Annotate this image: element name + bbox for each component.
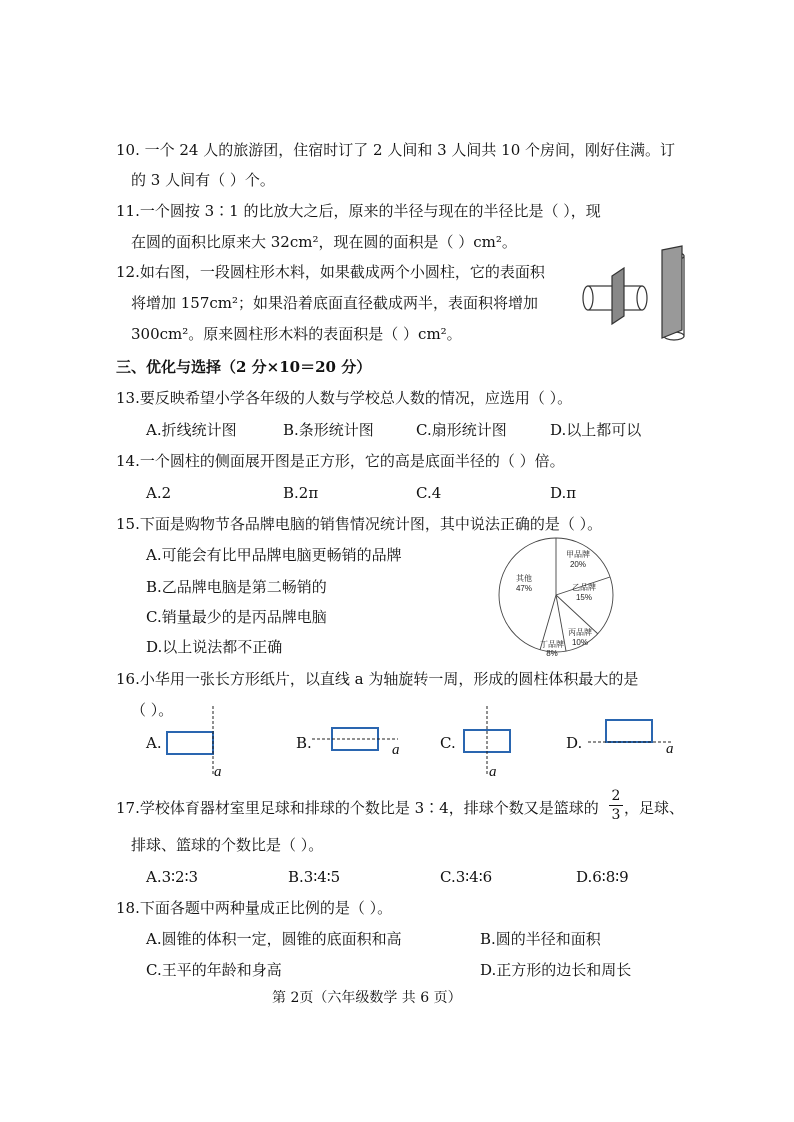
pie-label-other: 其他 [516,574,532,583]
q17-option-c: C.3∶4∶6 [440,868,493,886]
q17-fraction [609,788,623,823]
q16-option-a: A. [146,734,162,752]
q15-option-b: B.乙品牌电脑是第二畅销的 [146,578,327,596]
q14-option-a: A.2 [146,484,172,502]
q14-stem: 14.一个圆柱的侧面展开图是正方形，它的高是底面半径的（ ）倍。 [116,452,565,470]
pie-label-jia: 甲品牌 [566,550,590,559]
section-3-title: 三、优化与选择（2 分×10＝20 分） [116,358,372,376]
pie-pct-ding: 8% [546,649,558,658]
q14-option-b: B.2π [283,484,319,502]
pie-label-yi: 乙品牌 [572,583,596,592]
q15-stem: 15.下面是购物节各品牌电脑的销售情况统计图，其中说法正确的是（ ）。 [116,515,603,533]
q17-option-d: D.6∶8∶9 [576,868,629,886]
q18-option-a: A.圆锥的体积一定，圆锥的底面积和高 [146,930,402,948]
pie-pct-yi: 15% [575,593,593,602]
q10-line1: 10. 一个 24 人的旅游团，住宿时订了 2 人间和 3 人间共 10 个房间，刚好住满。订 [116,141,676,159]
q16-figure-c [458,706,518,781]
page-footer: 第 2页（六年级数学 共 6 页） [272,990,462,1006]
q18-option-d: D.正方形的边长和周长 [480,961,632,979]
q11-line1: 11.一个圆按 3∶1 的比放大之后，原来的半径与现在的半径比是（ ），现 [116,202,601,220]
q17-option-a: A.3∶2∶3 [146,868,199,886]
q16-figure-b [312,720,407,760]
q17-option-b: B.3∶4∶5 [288,868,341,886]
q12-cylinder-figure [578,246,688,346]
q16-option-b: B. [296,734,312,752]
q13-option-b: B.条形统计图 [283,421,374,439]
q17-fraction-numerator: 2 [611,788,621,804]
q16-option-d: D. [566,734,583,752]
q15-pie-chart [496,535,616,658]
q12-line3: 300cm²。原来圆柱形木料的表面积是（ ）cm²。 [131,325,462,343]
q13-option-c: C.扇形统计图 [416,421,507,439]
q16-figure-a [164,706,234,781]
q15-option-c: C.销量最少的是丙品牌电脑 [146,608,327,626]
q13-option-a: A.折线统计图 [146,421,237,439]
q17-fraction-bar [609,805,623,806]
q17-line1b: ，足球、 [624,799,685,817]
q17-line1a: 17.学校体育器材室里足球和排球的个数比是 3∶4，排球个数又是篮球的 [116,799,599,817]
q15-option-a: A.可能会有比甲品牌电脑更畅销的品牌 [146,546,402,564]
q12-line2: 将增加 157cm²；如果沿着底面直径截成两半，表面积将增加 [131,294,539,312]
q16-axis-label-d: a [666,741,674,757]
q16-axis-label-b: a [392,742,400,758]
cylinder-lengthwise-cut [662,246,684,340]
pie-label-bing: 丙品牌 [568,628,592,637]
q16-option-c: C. [440,734,456,752]
q17-line2: 排球、篮球的个数比是（ ）。 [131,836,324,854]
q10-line2: 的 3 人间有（ ）个。 [131,171,275,189]
pie-pct-bing: 10% [571,638,589,647]
q16-line1: 16.小华用一张长方形纸片，以直线 a 为轴旋转一周，形成的圆柱体积最大的是 [116,670,639,688]
q14-option-c: C.4 [416,484,442,502]
q16-figure-d [588,716,680,756]
cylinder-cross-cut [583,268,647,324]
pie-label-ding: 丁品牌 [540,640,564,649]
q14-option-d: D.π [550,484,577,502]
q11-line2: 在圆的面积比原来大 32cm²，现在圆的面积是（ ）cm²。 [131,233,517,251]
q12-line1: 12.如右图，一段圆柱形木料，如果截成两个小圆柱，它的表面积 [116,263,545,281]
q13-stem: 13.要反映希望小学各年级的人数与学校总人数的情况，应选用（ ）。 [116,389,573,407]
q15-option-d: D.以上说法都不正确 [146,638,283,656]
q18-option-c: C.王平的年龄和身高 [146,961,282,979]
pie-pct-other: 47% [515,584,533,593]
q18-stem: 18.下面各题中两种量成正比例的是（ ）。 [116,899,393,917]
q16-line2: （ ）。 [131,701,174,719]
pie-pct-jia: 20% [569,560,587,569]
q16-axis-label-a: a [214,764,222,780]
q13-option-d: D.以上都可以 [550,421,642,439]
q18-option-b: B.圆的半径和面积 [480,930,601,948]
q16-axis-label-c: a [489,764,497,780]
q17-fraction-denominator: 3 [611,807,621,823]
